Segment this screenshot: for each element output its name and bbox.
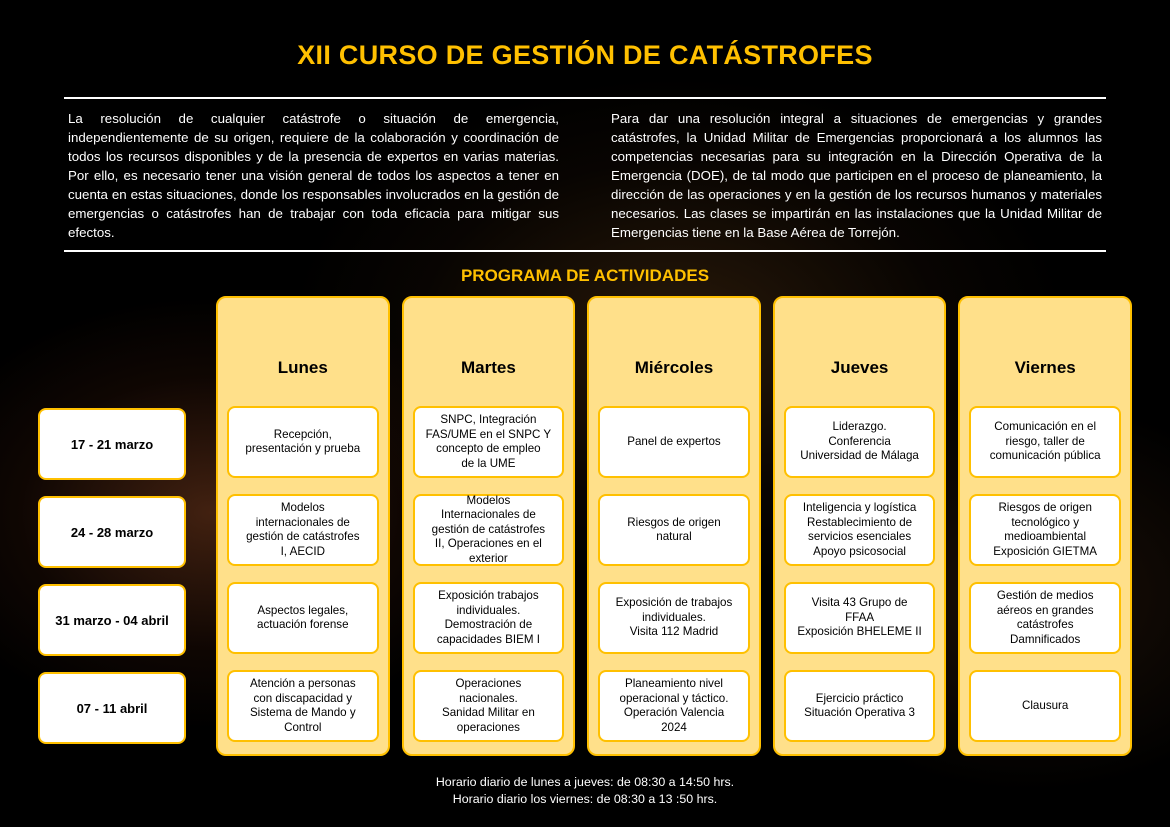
activity-line: Visita 112 Madrid xyxy=(629,625,719,639)
activity-line: presentación y prueba xyxy=(245,442,361,456)
footer-line-1: Horario diario de lunes a jueves: de 08:30 a 14:50 hrs. xyxy=(435,775,735,790)
activity-cell xyxy=(598,494,750,566)
activity-line: servicios esenciales xyxy=(808,530,912,544)
week-labels-column xyxy=(38,296,186,756)
day-cells xyxy=(969,406,1121,742)
activity-line: capacidades BIEM I xyxy=(436,632,540,646)
activity-line: aéreos en grandes xyxy=(996,603,1094,617)
activity-cell xyxy=(969,670,1121,742)
activity-line: I, AECID xyxy=(280,544,326,558)
schedule-grid xyxy=(0,296,1170,756)
activity-cell xyxy=(969,582,1121,654)
activity-line: Comunicación en el xyxy=(994,420,1097,434)
day-header: Martes xyxy=(460,358,516,378)
activity-line: Universidad de Málaga xyxy=(800,449,919,463)
activity-line: Exposición GIETMA xyxy=(993,544,1098,558)
activity-cell xyxy=(969,494,1121,566)
activity-cell xyxy=(598,406,750,478)
activity-line: Conferencia xyxy=(828,434,891,448)
day-cells xyxy=(598,406,750,742)
activity-cell xyxy=(598,582,750,654)
activity-line: natural xyxy=(656,530,692,544)
activity-line: Apoyo psicosocial xyxy=(813,544,906,558)
day-column-jueves xyxy=(773,296,947,756)
activity-line: de la UME xyxy=(461,456,516,470)
activity-line: operacional y táctico. xyxy=(619,691,729,705)
activity-line: Riesgos de origen xyxy=(627,515,721,529)
activity-cell xyxy=(227,670,379,742)
activity-line: exterior xyxy=(469,551,508,565)
week-label-cell: 24 - 28 marzo xyxy=(38,496,186,568)
activity-line: Ejercicio práctico xyxy=(815,691,904,705)
activity-line: Inteligencia y logística xyxy=(802,501,917,515)
activity-cell xyxy=(784,582,936,654)
activity-line: Modelos xyxy=(280,501,325,515)
activity-line: catástrofes xyxy=(1016,618,1074,632)
activity-line: II, Operaciones en el xyxy=(434,537,542,551)
week-label-cell: 31 marzo - 04 abril xyxy=(38,584,186,656)
week-label-cell: 17 - 21 marzo xyxy=(38,408,186,480)
activity-line: Sistema de Mando y xyxy=(249,706,356,720)
activity-line: concepto de empleo xyxy=(436,442,541,456)
page-title: XII CURSO DE GESTIÓN DE CATÁSTROFES xyxy=(297,40,873,71)
activity-cell xyxy=(784,406,936,478)
activity-line: Gestión de medios xyxy=(996,589,1094,603)
footer-line-2: Horario diario los viernes: de 08:30 a 13 :50 hrs. xyxy=(452,792,718,807)
intro-paragraph-right: Para dar una resolución integral a situaciones de emergencias y grandes catástrofes, la Unidad Militar de Emergencias proporcionará a los alumnos las competencias necesarias para su integración en la Dirección Operativa de la Emergencia (DOE), de tal modo que participen en el proceso de planeamiento, la dirección de las operaciones y en la gestión de los recursos humanos y materiales necesarios. Las clases se impartirán en las instalaciones que la Unidad Militar de Emergencias tiene en la Base Aérea de Torrejón. xyxy=(611,111,1102,241)
activity-cell xyxy=(413,582,565,654)
activity-line: actuación forense xyxy=(257,618,349,632)
day-header: Jueves xyxy=(830,358,889,378)
activity-cell xyxy=(413,406,565,478)
activity-line: operaciones xyxy=(456,720,520,734)
activity-line: Riesgos de origen xyxy=(998,501,1092,515)
activity-line: Planeamiento nivel xyxy=(625,677,723,691)
activity-line: Demostración de xyxy=(444,618,533,632)
intro-paragraph-left: La resolución de cualquier catástrofe o situación de emergencia, independientemente de su origen, requiere de la colaboración y coordinación de todos los recursos disponibles y de la presencia de expertos en varias materias. Por ello, es necesario tener una visión general de todos los aspectos a tener en cuenta en estas situaciones, donde los responsables involucrados en la gestión de emergencias o catástrofes han de trabajar con toda eficacia para mitigar sus efectos. xyxy=(68,111,559,241)
activity-line: individuales. xyxy=(642,610,706,624)
activity-cell xyxy=(784,494,936,566)
activity-cell xyxy=(413,494,565,566)
activity-line: Exposición BHELEME II xyxy=(797,625,922,639)
activity-line: Recepción, xyxy=(273,427,332,441)
activity-line: Exposición trabajos xyxy=(438,589,539,603)
day-column-miércoles xyxy=(587,296,761,756)
day-cells xyxy=(227,406,379,742)
activity-cell xyxy=(227,494,379,566)
activity-line: FAS/UME en el SNPC Y xyxy=(425,427,552,441)
activity-line: gestión de catástrofes xyxy=(246,530,360,544)
activity-line: FFAA xyxy=(845,610,875,624)
day-header: Lunes xyxy=(277,358,328,378)
day-column-martes xyxy=(402,296,576,756)
activity-line: riesgo, taller de xyxy=(1005,434,1085,448)
activity-line: internacionales de xyxy=(255,515,350,529)
activity-line: Clausura xyxy=(1021,698,1069,712)
week-label-cell: 07 - 11 abril xyxy=(38,672,186,744)
activity-cell xyxy=(598,670,750,742)
program-heading: PROGRAMA DE ACTIVIDADES xyxy=(460,266,710,286)
activity-line: SNPC, Integración xyxy=(440,413,537,427)
intro-section xyxy=(0,99,1170,250)
activity-line: Exposición de trabajos xyxy=(615,596,733,610)
activity-line: Internacionales de xyxy=(441,508,536,522)
activity-line: Damnificados xyxy=(1010,632,1081,646)
footer-schedule-notes xyxy=(0,756,1170,808)
activity-line: con discapacidad y xyxy=(253,691,353,705)
day-header: Viernes xyxy=(1014,358,1076,378)
activity-line: Atención a personas xyxy=(249,677,356,691)
activity-cell xyxy=(784,670,936,742)
activity-line: Modelos xyxy=(466,493,511,507)
activity-line: Control xyxy=(284,720,322,734)
activity-line: comunicación pública xyxy=(989,449,1101,463)
activity-line: gestión de catástrofes xyxy=(431,522,546,536)
activity-line: Aspectos legales, xyxy=(257,603,349,617)
activity-line: Sanidad Militar en xyxy=(441,706,535,720)
activity-line: 2024 xyxy=(661,720,687,734)
activity-cell xyxy=(227,406,379,478)
activity-line: Operaciones xyxy=(455,677,522,691)
activity-cell xyxy=(413,670,565,742)
day-column-lunes xyxy=(216,296,390,756)
activity-line: Restablecimiento de xyxy=(807,515,913,529)
day-cells xyxy=(784,406,936,742)
activity-line: Liderazgo. xyxy=(832,420,887,434)
activity-line: Visita 43 Grupo de xyxy=(811,596,908,610)
activity-line: Operación Valencia xyxy=(623,706,725,720)
activity-line: nacionales. xyxy=(459,691,518,705)
day-column-viernes xyxy=(958,296,1132,756)
activity-line: Panel de expertos xyxy=(627,434,721,448)
activity-line: individuales. xyxy=(456,603,521,617)
day-header: Miércoles xyxy=(634,358,714,378)
activity-line: medioambiental xyxy=(1004,530,1087,544)
day-cells xyxy=(413,406,565,742)
activity-line: tecnológico y xyxy=(1011,515,1079,529)
activity-line: Situación Operativa 3 xyxy=(804,706,915,720)
activity-cell xyxy=(227,582,379,654)
activity-cell xyxy=(969,406,1121,478)
day-columns xyxy=(216,296,1132,756)
